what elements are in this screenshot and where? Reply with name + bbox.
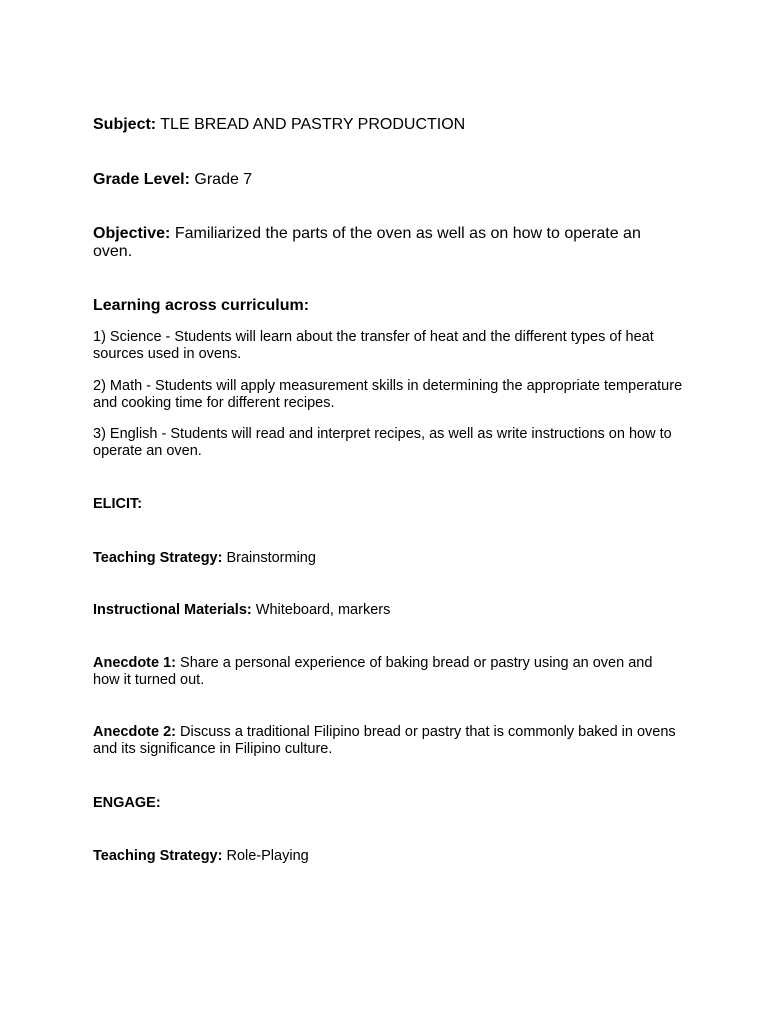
elicit-teaching-strategy-label: Teaching Strategy: [93,550,223,566]
elicit-anecdote-1 [93,655,683,689]
anecdote-2-value: Discuss a traditional Filipino bread or pastry that is commonly baked in ovens and its significance in Filipino culture. [93,724,676,757]
anecdote-1-label: Anecdote 1: [93,655,176,671]
engage-heading: ENGAGE: [93,795,161,811]
curriculum-item-english: 3) English - Students will read and interpret recipes, as well as write instructions on how to operate an oven. [93,426,672,459]
subject-value: TLE BREAD AND PASTRY PRODUCTION [160,116,466,133]
engage-teaching-strategy-value: Role-Playing [226,848,309,864]
elicit-heading: ELICIT: [93,496,143,512]
subject-label: Subject: [93,116,157,133]
curriculum-item-science: 1) Science - Students will learn about the transfer of heat and the different types of heat sources used in ovens. [93,329,654,362]
engage-teaching-strategy-label: Teaching Strategy: [93,848,223,864]
elicit-anecdote-2 [93,724,683,758]
grade-level-line [93,171,683,189]
objective-line [93,225,683,261]
elicit-teaching-strategy [93,550,683,567]
engage-teaching-strategy [93,848,683,865]
learning-across-curriculum-heading: Learning across curriculum: [93,297,310,314]
elicit-teaching-strategy-value: Brainstorming [226,550,316,566]
instructional-materials-label: Instructional Materials: [93,602,252,618]
objective-value: Familiarized the parts of the oven as well as on how to operate an oven. [93,225,641,260]
subject-line [93,116,683,134]
objective-label: Objective: [93,225,171,242]
grade-level-value: Grade 7 [194,171,253,188]
instructional-materials-value: Whiteboard, markers [255,602,391,618]
anecdote-1-value: Share a personal experience of baking bread or pastry using an oven and how it turned out. [93,655,653,688]
anecdote-2-label: Anecdote 2: [93,724,176,740]
grade-level-label: Grade Level: [93,171,190,188]
curriculum-item-math: 2) Math - Students will apply measurement skills in determining the appropriate temperature and cooking time for different recipes. [93,378,683,411]
elicit-instructional-materials [93,602,683,619]
